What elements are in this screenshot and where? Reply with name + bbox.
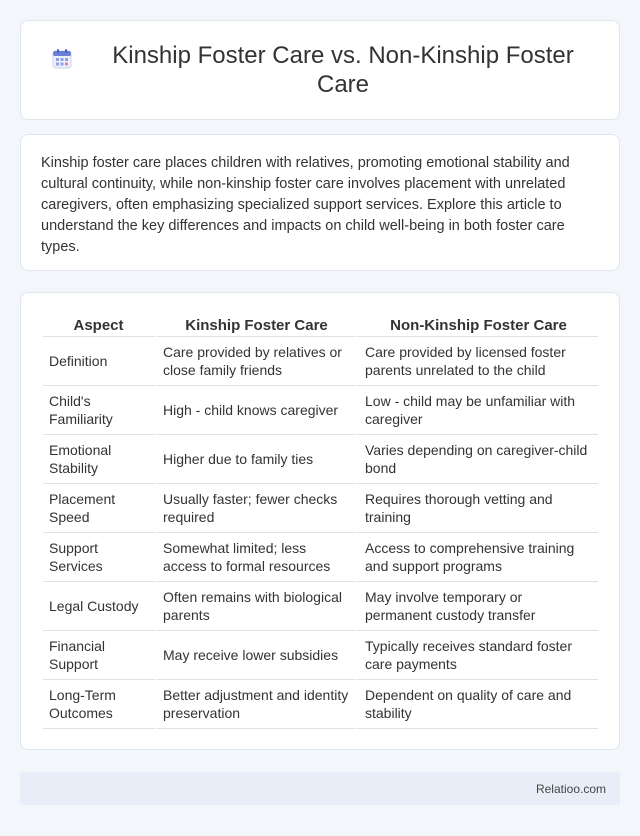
row-aspect: Emotional Stability <box>43 435 154 484</box>
row-kinship: May receive lower subsidies <box>154 631 356 680</box>
row-aspect: Support Services <box>43 533 154 582</box>
row-non-kinship: Requires thorough vetting and training <box>356 484 598 533</box>
title-wrap <box>51 41 589 99</box>
row-kinship: Somewhat limited; less access to formal resources <box>154 533 356 582</box>
row-kinship: Care provided by relatives or close family friends <box>154 337 356 386</box>
row-non-kinship: Low - child may be unfamiliar with caregiver <box>356 386 598 435</box>
table-row <box>43 386 598 435</box>
row-kinship: Higher due to family ties <box>154 435 356 484</box>
row-aspect: Financial Support <box>43 631 154 680</box>
row-kinship: Often remains with biological parents <box>154 582 356 631</box>
header-kinship: Kinship Foster Care <box>154 315 356 337</box>
page-title: Kinship Foster Care vs. Non-Kinship Foster Care <box>112 42 574 98</box>
row-aspect: Long-Term Outcomes <box>43 680 154 729</box>
intro-paragraph: Kinship foster care places children with relatives, promoting emotional stability and cultural continuity, while non-kinship foster care involves placement with unrelated caregivers, often emphasizing specialized support services. Explore this article to understand the key differences and impacts on child well-being in both foster care types. <box>41 155 570 255</box>
table-row <box>43 484 598 533</box>
row-non-kinship: Dependent on quality of care and stability <box>356 680 598 729</box>
row-non-kinship: May involve temporary or permanent custody transfer <box>356 582 598 631</box>
comparison-card <box>20 292 620 750</box>
comparison-table <box>43 315 598 729</box>
table-row <box>43 631 598 680</box>
intro-card <box>20 134 620 271</box>
footer-brand[interactable]: Relatioo.com <box>535 781 606 796</box>
row-non-kinship: Care provided by licensed foster parents unrelated to the child <box>356 337 598 386</box>
table-row <box>43 533 598 582</box>
table-header-row <box>43 315 598 337</box>
row-aspect: Legal Custody <box>43 582 154 631</box>
row-kinship: High - child knows caregiver <box>154 386 356 435</box>
row-aspect: Placement Speed <box>43 484 154 533</box>
table-row <box>43 337 598 386</box>
row-non-kinship: Varies depending on caregiver-child bond <box>356 435 598 484</box>
header-non-kinship: Non-Kinship Foster Care <box>356 315 598 337</box>
row-non-kinship: Access to comprehensive training and support programs <box>356 533 598 582</box>
row-aspect: Definition <box>43 337 154 386</box>
row-kinship: Better adjustment and identity preservation <box>154 680 356 729</box>
title-card <box>20 20 620 120</box>
row-non-kinship: Typically receives standard foster care payments <box>356 631 598 680</box>
table-row <box>43 582 598 631</box>
table-row <box>43 435 598 484</box>
table-row <box>43 680 598 729</box>
row-aspect: Child's Familiarity <box>43 386 154 435</box>
calendar-icon <box>51 48 73 70</box>
row-kinship: Usually faster; fewer checks required <box>154 484 356 533</box>
header-aspect: Aspect <box>43 315 154 337</box>
footer <box>20 772 620 805</box>
